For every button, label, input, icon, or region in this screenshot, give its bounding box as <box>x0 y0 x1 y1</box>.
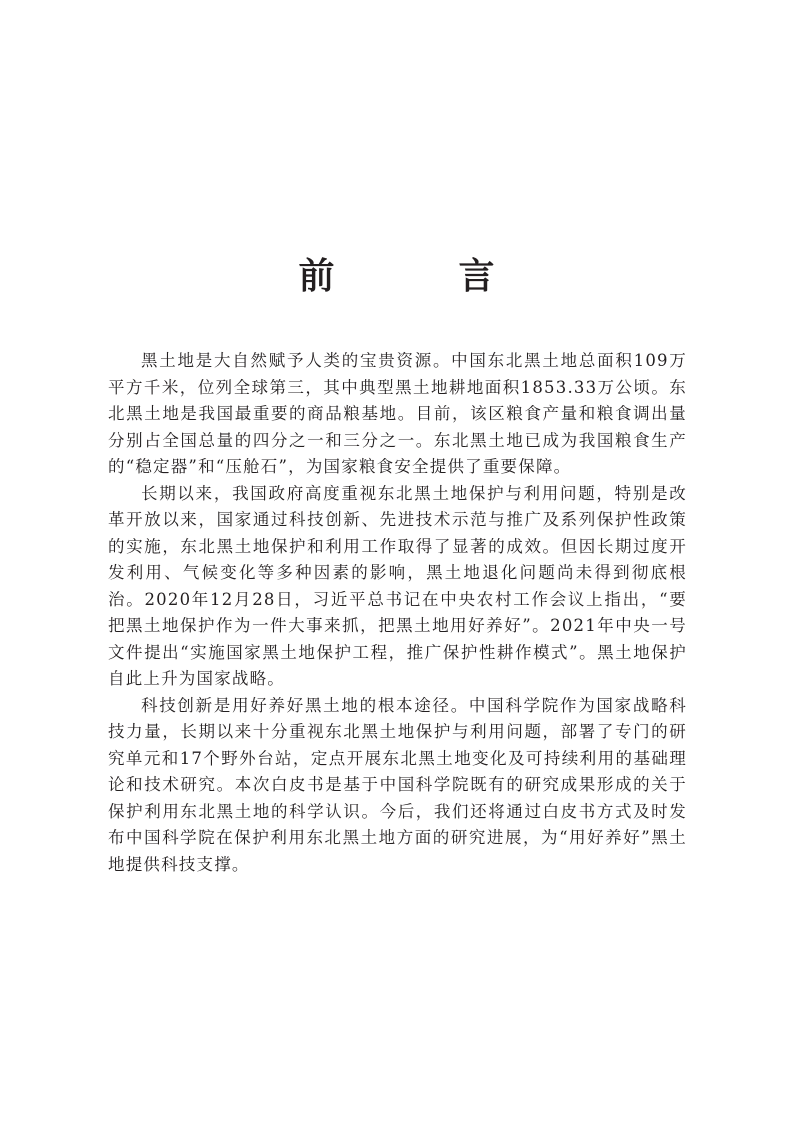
paragraph-1: 黑土地是大自然赋予人类的宝贵资源。中国东北黑土地总面积109万平方千米，位列全球第三，其中典型黑土地耕地面积1853.33万公顷。东北黑土地是我国最重要的商品粮基地。目前，该区粮食产量和粮食调出量分别占全国总量的四分之一和三分之一。东北黑土地已成为我国粮食生产的“稳定器”和“压舱石”，为国家粮食安全提供了重要保障。 <box>108 351 687 476</box>
body-text <box>108 348 687 878</box>
page-title: 前 言 <box>298 255 539 297</box>
paragraph-3: 科技创新是用好养好黑土地的根本途径。中国科学院作为国家战略科技力量，长期以来十分重视东北黑土地保护与利用问题，部署了专门的研究单元和17个野外台站，定点开展东北黑土地变化及可持续利用的基础理论和技术研究。本次白皮书是基于中国科学院既有的研究成果形成的关于保护利用东北黑土地的科学认识。今后，我们还将通过白皮书方式及时发布中国科学院在保护利用东北黑土地方面的研究进展，为“用好养好”黑土地提供科技支撑。 <box>108 695 687 874</box>
paragraph-2: 长期以来，我国政府高度重视东北黑土地保护与利用问题，特别是改革开放以来，国家通过科技创新、先进技术示范与推广及系列保护性政策的实施，东北黑土地保护和利用工作取得了显著的成效。但因长期过度开发利用、气候变化等多种因素的影响，黑土地退化问题尚未得到彻底根治。2020年12月28日，习近平总书记在中央农村工作会议上指出，“要把黑土地保护作为一件大事来抓，把黑土地用好养好”。2021年中央一号文件提出“实施国家黑土地保护工程，推广保护性耕作模式”。黑土地保护自此上升为国家战略。 <box>108 483 687 688</box>
